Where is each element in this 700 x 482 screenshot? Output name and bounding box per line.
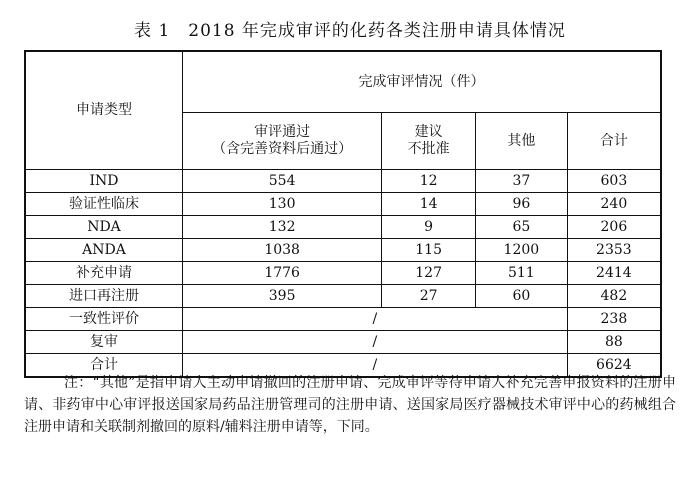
table-row (25, 285, 661, 308)
approved-header (183, 113, 382, 170)
row-type: NDA (25, 216, 183, 239)
rejected-cell: 115 (382, 239, 476, 262)
total-cell: 238 (567, 308, 661, 331)
table-footnote: 注：“其他”是指申请人主动申请撤回的注册申请、完成审评等待申请人补充完善申报资料的注册申请、非药审中心审评报送国家局药品注册管理司的注册申请、送国家局医疗器械技术审评中心的药械组合注册申请和关联制剂撤回的原料/辅料注册申请等，下同。 (24, 375, 676, 435)
completed-review-header: 完成审评情况（件） (183, 51, 662, 113)
row-type: 验证性临床 (25, 193, 183, 216)
approved-header-line2: （含完善资料后通过） (212, 141, 353, 157)
rejected-cell: 127 (382, 262, 476, 285)
table-title: 表 1 2018 年完成审评的化药各类注册申请具体情况 (134, 21, 566, 41)
merged-cell: / (183, 354, 568, 378)
review-statistics-table (24, 50, 662, 378)
other-cell: 511 (475, 262, 567, 285)
total-cell: 2353 (567, 239, 661, 262)
other-cell: 1200 (475, 239, 567, 262)
total-header: 合计 (567, 113, 661, 170)
approved-cell: 1776 (183, 262, 382, 285)
other-cell: 37 (475, 170, 567, 193)
total-cell: 603 (567, 170, 661, 193)
row-type: 复审 (25, 331, 183, 354)
table-row (25, 262, 661, 285)
total-cell: 6624 (567, 354, 661, 378)
approved-cell: 130 (183, 193, 382, 216)
table-row (25, 193, 661, 216)
merged-cell: / (183, 308, 568, 331)
rejected-header (382, 113, 476, 170)
table-row (25, 170, 661, 193)
other-cell: 60 (475, 285, 567, 308)
table-row (25, 308, 661, 331)
approved-header-line1: 审评通过 (254, 124, 311, 140)
row-type: 进口再注册 (25, 285, 183, 308)
rejected-header-line1: 建议 (414, 124, 443, 140)
total-cell: 206 (567, 216, 661, 239)
approved-cell: 554 (183, 170, 382, 193)
total-cell: 2414 (567, 262, 661, 285)
rejected-header-line2: 不批准 (407, 141, 450, 157)
other-header: 其他 (475, 113, 567, 170)
row-type: 一致性评价 (25, 308, 183, 331)
rejected-cell: 12 (382, 170, 476, 193)
approved-cell: 1038 (183, 239, 382, 262)
table-row (25, 331, 661, 354)
rejected-cell: 9 (382, 216, 476, 239)
total-cell: 240 (567, 193, 661, 216)
total-cell: 482 (567, 285, 661, 308)
other-cell: 96 (475, 193, 567, 216)
total-cell: 88 (567, 331, 661, 354)
approved-cell: 395 (183, 285, 382, 308)
row-type: 补充申请 (25, 262, 183, 285)
approved-cell: 132 (183, 216, 382, 239)
rejected-cell: 27 (382, 285, 476, 308)
row-type: IND (25, 170, 183, 193)
row-type: ANDA (25, 239, 183, 262)
table-row (25, 239, 661, 262)
other-cell: 65 (475, 216, 567, 239)
table-row (25, 216, 661, 239)
merged-cell: / (183, 331, 568, 354)
row-type: 合计 (25, 354, 183, 378)
rejected-cell: 14 (382, 193, 476, 216)
application-type-header: 申请类型 (25, 51, 183, 170)
